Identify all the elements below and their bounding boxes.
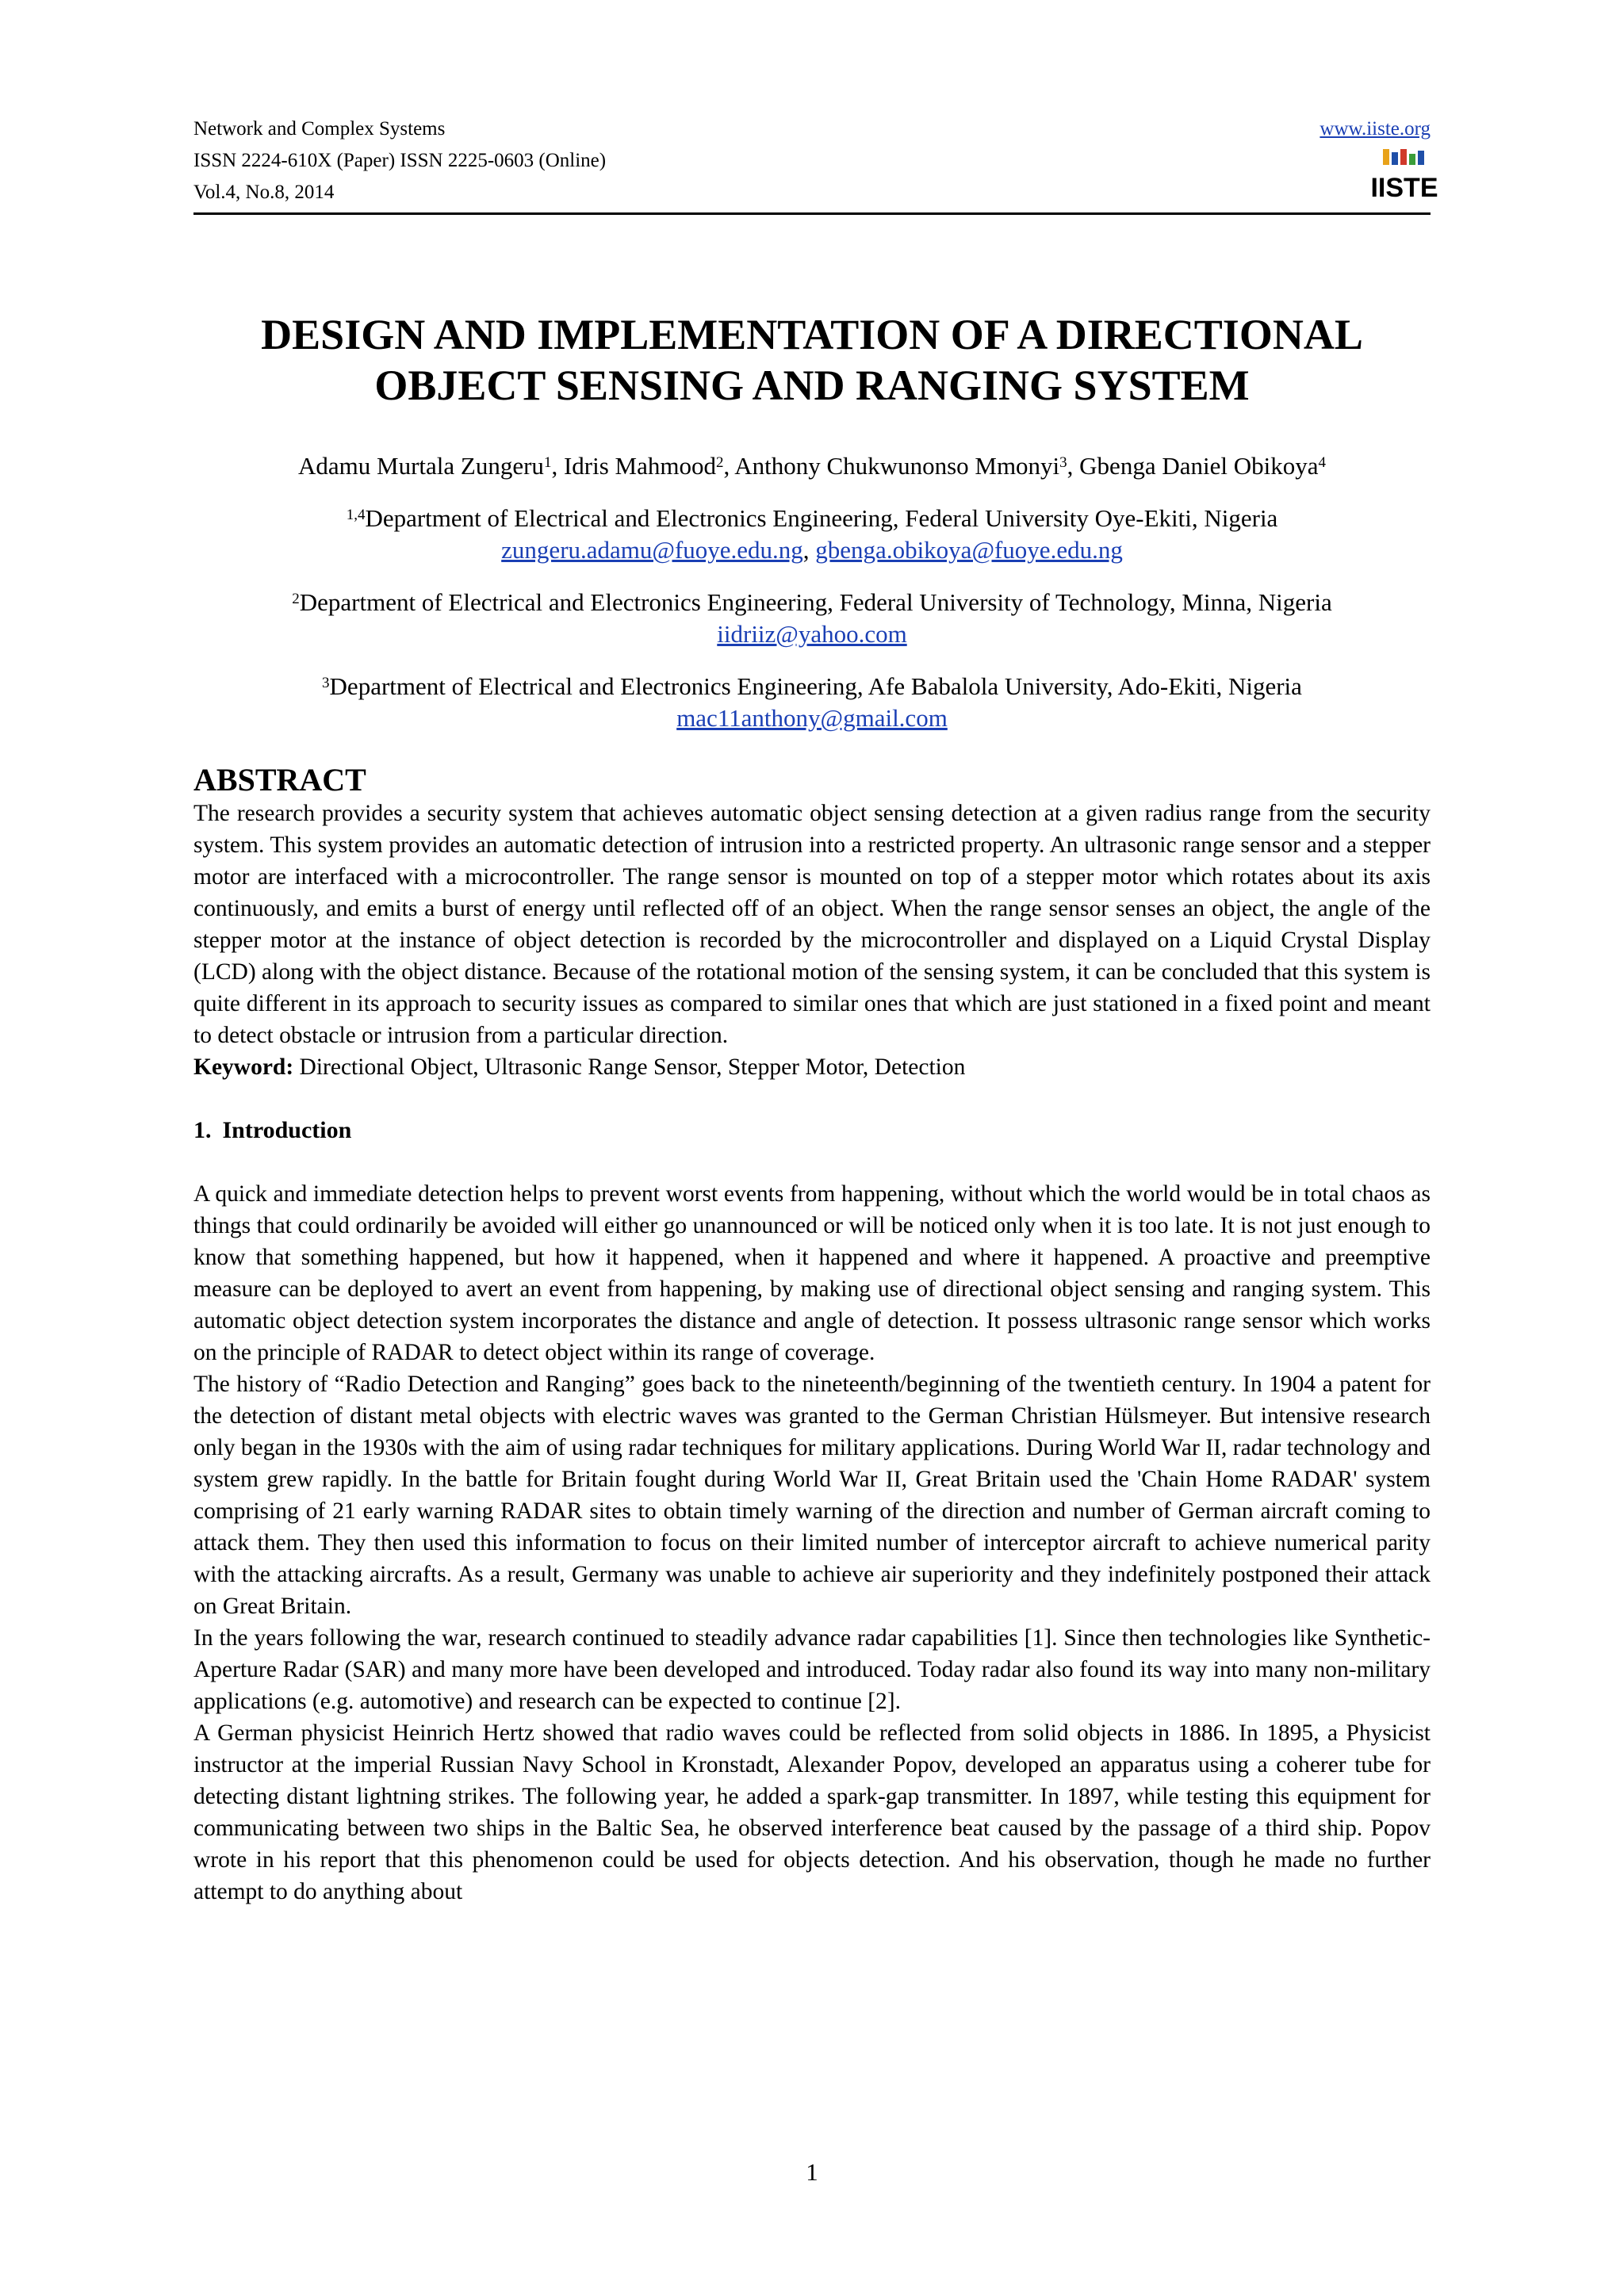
section-title: Introduction — [222, 1117, 352, 1143]
author-sup: 4 — [1318, 454, 1326, 471]
affiliation-dept: Department of Electrical and Electronics Engineering, Federal University of Technology, Minna, Nigeria — [299, 588, 1332, 616]
header-divider — [193, 212, 1431, 215]
page — [193, 0, 1438, 1908]
running-header — [193, 0, 1438, 222]
website-link[interactable]: www.iiste.org — [1320, 118, 1431, 140]
page-number: 1 — [806, 2158, 818, 2186]
keyword-list: Directional Object, Ultrasonic Range Sensor, Stepper Motor, Detection — [293, 1054, 966, 1080]
author-sup: 2 — [715, 454, 724, 471]
journal-issn: ISSN 2224-610X (Paper) ISSN 2225-0603 (Online) — [193, 150, 607, 171]
email-link[interactable]: iidriiz@yahoo.com — [717, 620, 907, 648]
paragraph: A quick and immediate detection helps to prevent worst events from happening, without which the world would be in total chaos as things that could ordinarily be avoided will either go unannounced or will be noticed only when it is too late. It is not just enough to know that something happened, but how it happened, when it happened and where it happened. A proactive and preemptive measure can be deployed to avert an event from happening, by making use of directional object sensing and ranging system. This automatic object detection system incorporates the distance and angle of detection. It possess ultrasonic range sensor which works on the principle of RADAR to detect object within its range of coverage. — [193, 1181, 1431, 1365]
author-name: Idris Mahmood — [563, 452, 716, 480]
website-block — [1320, 113, 1431, 145]
section-heading — [193, 1115, 1431, 1146]
affiliation-2 — [193, 587, 1431, 650]
email-link[interactable]: zungeru.adamu@fuoye.edu.ng — [501, 536, 803, 564]
paragraph: In the years following the war, research continued to steadily advance radar capabilities [1]. Since then technologies like Synthetic-Aperture Radar (SAR) and many more have been developed and introduced. Today radar also found its way into many non-military applications (e.g. automotive) and research can be expected to continue [2]. — [193, 1625, 1431, 1714]
author-name: Gbenga Daniel Obikoya — [1079, 452, 1319, 480]
journal-volume: Vol.4, No.8, 2014 — [193, 182, 335, 203]
keywords — [193, 1051, 1431, 1083]
email-link[interactable]: mac11anthony@gmail.com — [676, 704, 948, 732]
affiliation-dept: Department of Electrical and Electronics Engineering, Afe Babalola University, Ado-Ekiti, Nigeria — [329, 672, 1302, 700]
affiliation-dept: Department of Electrical and Electronics Engineering, Federal University Oye-Ekiti, Nigeria — [365, 504, 1278, 532]
abstract-heading: ABSTRACT — [193, 762, 366, 798]
affiliation-1: $^{1,4}$Department of Electrical and Electronics Engineering, Federal University Oye-Ekiti, Nigeria zungeru.adamu@fuoye.edu.ng, gbenga.obikoya@fuoye.edu.ng — [346, 504, 1278, 564]
journal-name: Network and Complex Systems — [193, 118, 446, 140]
email-link[interactable]: gbenga.obikoya@fuoye.edu.ng — [815, 536, 1123, 564]
affiliation-sup: 3 — [322, 675, 330, 691]
logo-text: IISTE — [1370, 173, 1438, 203]
journal-info — [193, 113, 606, 209]
title-line-1: DESIGN AND IMPLEMENTATION OF A DIRECTIONAL — [261, 311, 1363, 358]
author-name: Adamu Murtala Zungeru — [298, 452, 544, 480]
author-sup: 3 — [1059, 454, 1067, 471]
section-number: 1. — [193, 1117, 212, 1143]
author-list: Adamu Murtala Zungeru$^1$, Idris Mahmood$^2$, Anthony Chukwunonso Mmonyi$^3$, Gbenga Daniel Obikoya$^4$ — [298, 452, 1326, 480]
iiste-logo-icon — [1370, 147, 1438, 205]
keyword-label: Keyword: — [193, 1054, 294, 1080]
affiliation-sup: 1,4 — [346, 507, 366, 523]
author-name: Anthony Chukwunonso Mmonyi — [734, 452, 1060, 480]
paragraph: The history of “Radio Detection and Ranging” goes back to the nineteenth/beginning of the twentieth century. In 1904 a patent for the detection of distant metal objects with electric waves was granted to the German Christian Hülsmeyer. But intensive research only began in the 1930s with the aim of using radar techniques for military applications. During World War II, radar technology and system grew rapidly. In the battle for Britain fought during World War II, Great Britain used the 'Chain Home RADAR' system comprising of 21 early warning RADAR sites to obtain timely warning of the direction and number of German aircraft coming to attack them. They then used this information to focus on their limited number of interceptor aircraft to achieve numerical parity with the attacking aircrafts. As a result, Germany was unable to achieve air superiority and they indefinitely postponed their attack on Great Britain. — [193, 1372, 1431, 1619]
affiliation-sup: 2 — [292, 591, 300, 607]
paragraph: A German physicist Heinrich Hertz showed that radio waves could be reflected from solid objects in 1886. In 1895, a Physicist instructor at the imperial Russian Navy School in Kronstadt, Alexander Popov, developed an apparatus using a coherer tube for detecting distant lightning strikes. The following year, he added a spark-gap transmitter. In 1897, while testing this equipment for communicating between two ships in the Baltic Sea, he observed interference beat caused by the passage of a third ship. Popov wrote in his report that this phenomenon could be used for objects detection. And his observation, though he made no further attempt to do anything about — [193, 1720, 1431, 1904]
author-sup: 1 — [543, 454, 552, 471]
abstract-text: The research provides a security system that achieves automatic object sensing detection at a given radius range from the security system. This system provides an automatic detection of intrusion into a restricted property. An ultrasonic range sensor and a stepper motor are interfaced with a microcontroller. The range sensor is mounted on top of a stepper motor which rotates about its axis continuously, and emits a burst of energy until reflected off of an object. When the range sensor senses an object, the angle of the stepper motor at the instance of object detection is recorded by the microcontroller and displayed on a Liquid Crystal Display (LCD) along with the object distance. Because of the rotational motion of the sensing system, it can be concluded that this system is quite different in its approach to security issues as compared to similar ones that which are just stationed in a fixed point and meant to detect obstacle or intrusion from a particular direction. — [193, 801, 1431, 1048]
affiliation-3 — [193, 671, 1431, 734]
paper-title — [193, 309, 1431, 411]
title-line-2: OBJECT SENSING AND RANGING SYSTEM — [374, 362, 1250, 409]
